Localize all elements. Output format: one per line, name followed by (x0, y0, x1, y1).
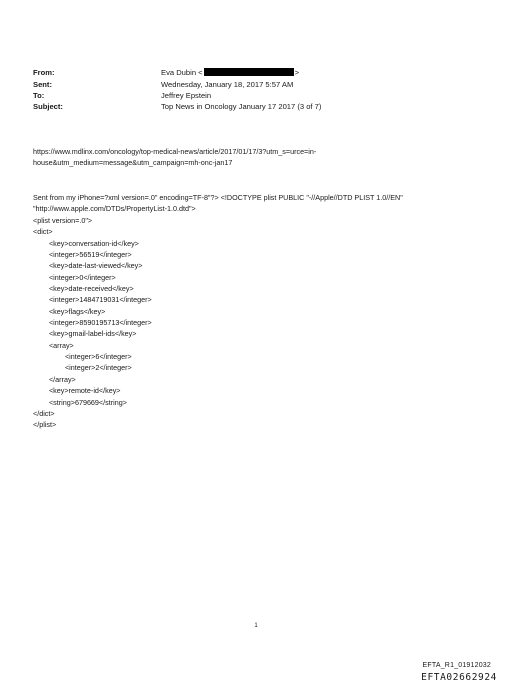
plist-line: <integer>6</integer> (33, 352, 132, 362)
plist-line: <key>flags</key> (33, 306, 106, 316)
url-line: house&utm_medium=message&utm_campaign=mh-onc-jan17 (33, 158, 233, 168)
from-name: Eva Dubin < (161, 68, 203, 77)
plist-line: <integer>1484719031</integer> (33, 295, 152, 305)
plist-line: </array> (33, 374, 76, 384)
bates-number-large: EFTA02662924 (421, 672, 497, 683)
plist-line: <dict> (33, 227, 53, 237)
plist-line: <integer>2</integer> (33, 363, 132, 373)
plist-line: <key>conversation-id</key> (33, 238, 139, 248)
bates-number-small: EFTA_R1_01912032 (422, 662, 491, 669)
from-value (161, 67, 299, 79)
plist-line: <plist version=.0"> (33, 216, 93, 225)
from-suffix: > (294, 68, 300, 77)
plist-line: <integer>0</integer> (33, 272, 116, 282)
plist-line: </plist> (33, 420, 57, 430)
plist-line: <key>remote-id</key> (33, 386, 121, 396)
plist-line: </dict> (33, 408, 55, 418)
page-number: 1 (254, 623, 258, 629)
subject-value: Top News in Oncology January 17 2017 (3 of 7) (161, 102, 322, 111)
sent-label: Sent: (33, 80, 52, 89)
plist-line: <key>gmail-label-ids</key> (33, 329, 137, 339)
url-line: https://www.mdlinx.com/oncology/top-medical-news/article/2017/01/17/3?utm_s=urce=in- (33, 147, 317, 156)
subject-label: Subject: (33, 102, 63, 111)
to-label: To: (33, 91, 45, 100)
sent-from-line: Sent from my iPhone=?xml version=.0" encoding=TF-8"?> <!DOCTYPE plist PUBLIC "-//Apple//DTD PLIST 1.0//EN" (33, 193, 403, 202)
to-value: Jeffrey Epstein (161, 91, 212, 100)
sent-value: Wednesday, January 18, 2017 5:57 AM (161, 80, 294, 89)
plist-line: <integer>56519</integer> (33, 250, 132, 260)
from-label: From: (33, 68, 55, 77)
plist-line: <string>679669</string> (33, 397, 127, 407)
redaction-box (204, 68, 294, 76)
plist-line: <array> (33, 340, 74, 350)
plist-line: <integer>8590195713</integer> (33, 318, 152, 328)
plist-line: <key>date-last-viewed</key> (33, 261, 143, 271)
sent-from-block (33, 192, 483, 214)
url-block (33, 146, 483, 168)
plist-block (33, 215, 152, 431)
plist-line: <key>date-received</key> (33, 284, 134, 294)
sent-from-line: "http://www.apple.com/DTDs/PropertyList-1.0.dtd"> (33, 204, 196, 214)
